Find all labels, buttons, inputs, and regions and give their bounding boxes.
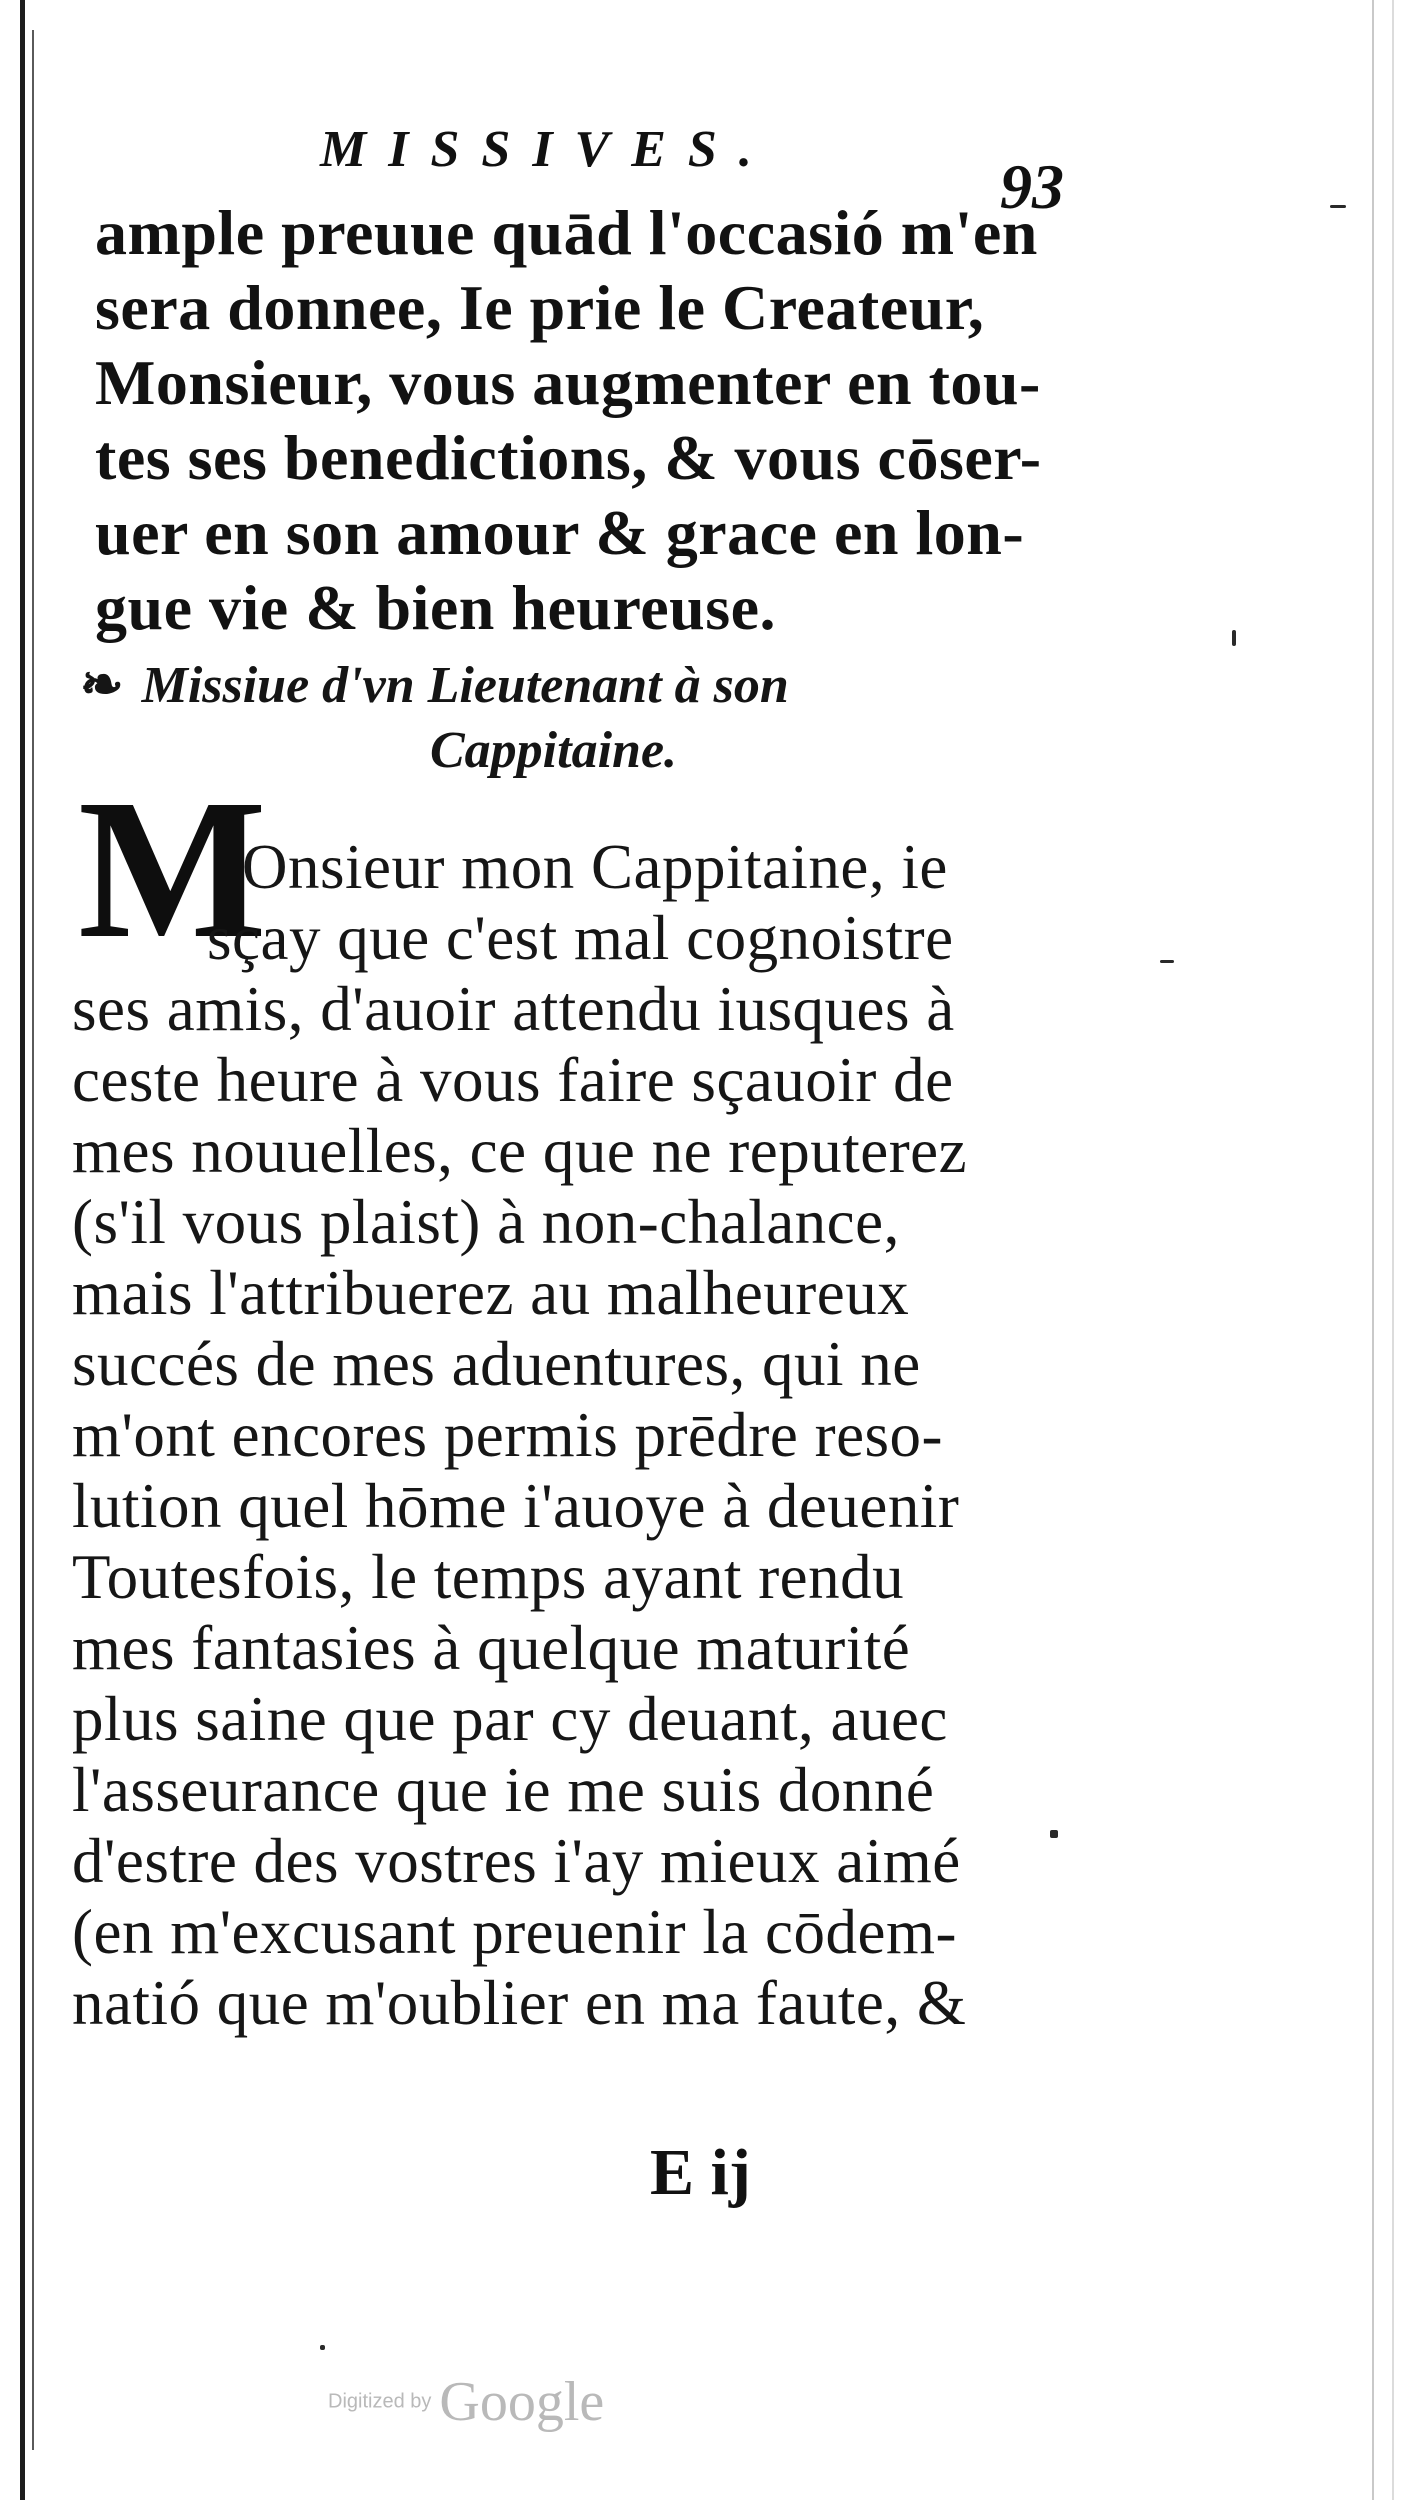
heading-line-2: Cappitaine. [430, 722, 678, 779]
watermark-prefix: Digitized by [328, 2390, 432, 2413]
fleuron-icon: ❧ [80, 657, 124, 714]
upper-paragraph [95, 195, 1085, 645]
text-line: gue vie & bien heureuse. [95, 572, 777, 643]
page-number: 93 [1000, 151, 1064, 222]
text-line: ses amis, d'auoir attendu iusques à [72, 974, 955, 1044]
text-line: Monsieur, vous augmenter en tou- [95, 347, 1041, 418]
signature-mark: E ij [650, 2136, 751, 2209]
text-line: sçay que c'est mal cognoistre [207, 903, 954, 973]
text-line: succés de mes aduentures, qui ne [72, 1329, 921, 1399]
text-line: l'asseurance que ie me suis donné [72, 1755, 935, 1825]
text-line: uer en son amour & grace en lon- [95, 497, 1025, 568]
ink-speck [1232, 630, 1236, 646]
heading-line-1: Missiue d'vn Lieutenant à son [141, 657, 789, 714]
ink-speck [1160, 960, 1174, 963]
text-line: mais l'attribuerez au malheureux [72, 1258, 910, 1328]
binding-edge [20, 0, 25, 2500]
text-line: d'estre des vostres i'ay mieux aimé [72, 1826, 961, 1896]
text-line: ample preuue quād l'occasió m'en [95, 197, 1038, 268]
letter-body [72, 832, 1082, 2039]
text-line: plus saine que par cy deuant, auec [72, 1684, 948, 1754]
text-line: mes fantasies à quelque maturité [72, 1613, 911, 1683]
text-line: (en m'excusant preuenir la cōdem- [72, 1897, 957, 1967]
text-line: sera donnee, Ie prie le Createur, [95, 272, 985, 343]
text-line: mes nouuelles, ce que ne reputerez [72, 1116, 968, 1186]
ink-speck [1330, 205, 1346, 208]
text-line: natió que m'oublier en ma faute, & [72, 1968, 967, 2038]
text-line: Toutesfois, le temps ayant rendu [72, 1542, 905, 1612]
running-head: MISSIVES. [320, 121, 774, 178]
page-edge-right [1372, 0, 1374, 2500]
text-line: m'ont encores permis prēdre reso- [72, 1400, 944, 1470]
text-line: Onsieur mon Cappitaine, ie [242, 832, 948, 902]
text-line: lution quel hōme i'auoye à deuenir [72, 1471, 960, 1541]
binding-edge-inner [32, 30, 34, 2450]
text-line: ceste heure à vous faire sçauoir de [72, 1045, 954, 1115]
text-line: (s'il vous plaist) à non-chalance, [72, 1187, 900, 1257]
page-edge-right-outer [1392, 0, 1394, 2500]
text-line: tes ses benedictions, & vous cōser- [95, 422, 1042, 493]
digitization-watermark [328, 2370, 604, 2434]
drop-cap: M [78, 759, 267, 980]
ink-speck [320, 2345, 325, 2350]
watermark-logo: Google [439, 2371, 605, 2433]
